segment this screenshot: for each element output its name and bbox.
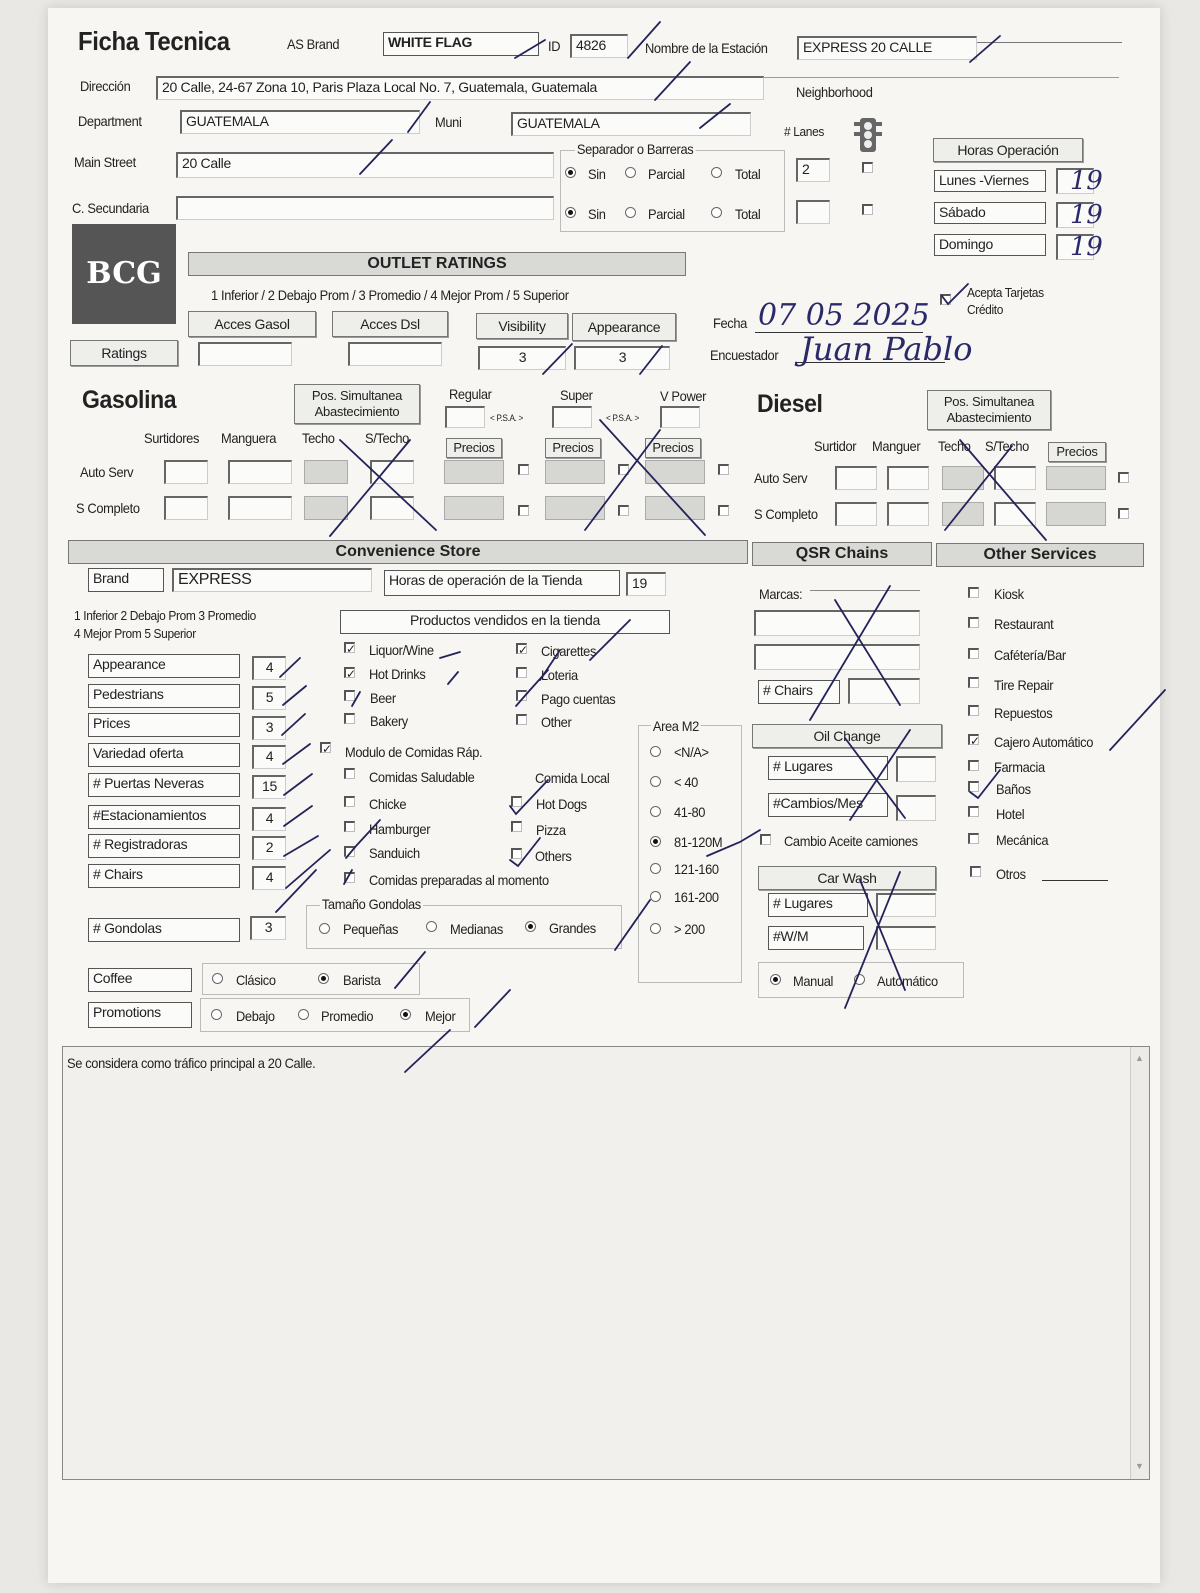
address-label: Dirección bbox=[80, 78, 131, 94]
metric-variedad-label: Variedad oferta bbox=[88, 743, 240, 767]
manual-radio[interactable] bbox=[770, 974, 781, 985]
marcas-line bbox=[810, 590, 920, 591]
gas-sc-stecho[interactable] bbox=[370, 496, 414, 520]
saludable-checkbox[interactable] bbox=[344, 768, 355, 779]
fecha-value: 07 05 2025 bbox=[758, 298, 930, 333]
gasolina-title: Gasolina bbox=[82, 386, 177, 414]
marcas-label: Marcas: bbox=[759, 586, 803, 602]
gas-auto-serv-label: Auto Serv bbox=[80, 464, 134, 480]
brand-field[interactable]: WHITE FLAG bbox=[383, 32, 539, 56]
metric-prices-label: Prices bbox=[88, 713, 240, 737]
diesel-pos-sim bbox=[927, 390, 1051, 430]
regular-precios-button[interactable]: Precios bbox=[446, 438, 502, 458]
oil-lugares-label: # Lugares bbox=[768, 756, 888, 780]
visibility-field[interactable]: 3 bbox=[478, 346, 566, 370]
sanduich-label: Sanduich bbox=[369, 845, 420, 861]
metric-pedestrians-label: Pedestrians bbox=[88, 684, 240, 708]
notes-text: Se considera como tráfico principal a 20 Calle. bbox=[67, 1055, 316, 1071]
area-41-80-label: 41-80 bbox=[674, 804, 706, 820]
stecho-label: S/Techo bbox=[365, 430, 409, 446]
ratings-label: Ratings bbox=[70, 340, 178, 366]
cards-checkbox[interactable] bbox=[940, 294, 951, 305]
regular-psa-field[interactable] bbox=[445, 406, 485, 428]
cajero-checkbox[interactable]: ✓ bbox=[970, 734, 981, 748]
diesel-techo-label: Techo bbox=[938, 438, 971, 454]
store-brand-field[interactable]: EXPRESS bbox=[172, 568, 372, 592]
vpower-label: V Power bbox=[660, 388, 707, 404]
restaurant-label: Restaurant bbox=[994, 616, 1054, 632]
acces-dsl-button[interactable]: Acces Dsl bbox=[332, 311, 448, 337]
weekday-label: Lunes -Viernes bbox=[934, 170, 1046, 192]
main-light-checkbox[interactable] bbox=[862, 162, 873, 173]
metric-neveras-value[interactable]: 15 bbox=[252, 775, 286, 799]
area-81-120-label: 81-120M bbox=[674, 834, 723, 850]
gas-as-super-check[interactable] bbox=[618, 464, 629, 475]
wash-lugares-field[interactable] bbox=[876, 893, 936, 917]
diesel-as-manguer[interactable] bbox=[887, 466, 929, 490]
gas-as-surtidores[interactable] bbox=[164, 460, 208, 484]
promotions-label: Promotions bbox=[88, 1002, 192, 1028]
diesel-manguer-label: Manguer bbox=[872, 438, 921, 454]
cambio-aceite-label: Cambio Aceite camiones bbox=[784, 833, 918, 849]
sec-sin-label: Sin bbox=[588, 206, 606, 222]
sunday-hours-field[interactable] bbox=[1056, 232, 1103, 262]
metric-registradoras-label: # Registradoras bbox=[88, 834, 240, 858]
sec-parcial-label: Parcial bbox=[648, 206, 685, 222]
gondolas-field[interactable]: 3 bbox=[250, 916, 286, 940]
main-total-label: Total bbox=[735, 166, 761, 182]
saludable-label: Comidas Saludable bbox=[369, 769, 475, 785]
main-total-radio[interactable] bbox=[711, 167, 722, 178]
surtidores-label: Surtidores bbox=[144, 430, 200, 446]
notes-textarea[interactable] bbox=[62, 1046, 1150, 1480]
diesel-pos-sim-line2: Abastecimiento bbox=[946, 410, 1032, 425]
area-81-120-radio[interactable] bbox=[650, 836, 661, 847]
muni-field[interactable]: GUATEMALA bbox=[511, 112, 751, 136]
diesel-sc-check[interactable] bbox=[1118, 508, 1129, 519]
diesel-s-completo-label: S Completo bbox=[754, 506, 818, 522]
hamburger-label: Hamburger bbox=[369, 821, 431, 837]
acces-gasol-button[interactable]: Acces Gasol bbox=[188, 311, 316, 337]
grandes-label: Grandes bbox=[549, 920, 596, 936]
medianas-label: Medianas bbox=[450, 921, 503, 937]
others-label: Others bbox=[535, 848, 572, 864]
weekday-hours-value: 19 bbox=[1070, 166, 1103, 196]
visibility-button[interactable]: Visibility bbox=[476, 313, 568, 339]
chicke-checkbox[interactable] bbox=[344, 796, 355, 807]
otros-label: Otros bbox=[996, 866, 1026, 882]
cafeteria-label: Cafétería/Bar bbox=[994, 647, 1066, 663]
marcas-field-2[interactable] bbox=[754, 644, 920, 670]
id-field[interactable]: 4826 bbox=[570, 34, 628, 58]
preparadas-checkbox[interactable] bbox=[344, 872, 355, 883]
metric-prices-value[interactable]: 3 bbox=[252, 716, 286, 740]
beer-checkbox[interactable] bbox=[344, 690, 355, 701]
convenience-store-header: Convenience Store bbox=[68, 540, 748, 564]
gas-sc-regular-check[interactable] bbox=[518, 505, 529, 516]
wash-wm-label: #W/M bbox=[768, 926, 864, 950]
gas-sc-manguera[interactable] bbox=[228, 496, 292, 520]
diesel-sc-surtidor[interactable] bbox=[835, 502, 877, 526]
notes-scrollbar[interactable] bbox=[1130, 1047, 1149, 1479]
fecha-label: Fecha bbox=[713, 315, 747, 331]
metric-pedestrians-value[interactable]: 5 bbox=[252, 686, 286, 710]
automatico-label: Automático bbox=[877, 973, 938, 989]
station-field[interactable]: EXPRESS 20 CALLE bbox=[797, 36, 977, 60]
loteria-checkbox[interactable] bbox=[516, 667, 527, 678]
clasico-label: Clásico bbox=[236, 972, 276, 988]
restaurant-checkbox[interactable] bbox=[968, 617, 979, 628]
manual-label: Manual bbox=[793, 973, 834, 989]
as-brand-label: AS Brand bbox=[287, 36, 340, 52]
main-street-field[interactable]: 20 Calle bbox=[176, 152, 554, 178]
mejor-radio[interactable] bbox=[400, 1009, 411, 1020]
appearance-field[interactable]: 3 bbox=[574, 346, 670, 370]
encuestador-value: Juan Pablo bbox=[800, 330, 973, 368]
mecanica-checkbox[interactable] bbox=[968, 833, 979, 844]
sec-light-checkbox[interactable] bbox=[862, 204, 873, 215]
vpower-precios-button[interactable]: Precios bbox=[645, 438, 701, 458]
metric-neveras-label: # Puertas Neveras bbox=[88, 773, 240, 797]
weekday-hours-field[interactable] bbox=[1056, 166, 1103, 196]
hotel-checkbox[interactable] bbox=[968, 806, 979, 817]
promedio-radio[interactable] bbox=[298, 1009, 309, 1020]
pequenas-radio[interactable] bbox=[319, 923, 330, 934]
neighborhood-label: Neighborhood bbox=[796, 84, 873, 100]
acces-dsl-field[interactable] bbox=[348, 342, 442, 366]
gas-s-completo-label: S Completo bbox=[76, 500, 140, 516]
main-lanes-field[interactable]: 2 bbox=[796, 158, 830, 182]
page-title: Ficha Tecnica bbox=[78, 26, 230, 56]
saturday-label: Sábado bbox=[934, 202, 1046, 224]
station-underline bbox=[977, 42, 1122, 43]
gas-as-vpower-check[interactable] bbox=[718, 464, 729, 475]
liquor-label: Liquor/Wine bbox=[369, 642, 434, 658]
gas-as-techo[interactable] bbox=[304, 460, 348, 484]
grandes-radio[interactable] bbox=[525, 921, 536, 932]
chicke-label: Chicke bbox=[369, 796, 407, 812]
oil-lugares-field[interactable] bbox=[896, 756, 936, 782]
preparadas-label: Comidas preparadas al momento bbox=[369, 872, 549, 888]
marcas-field-1[interactable] bbox=[754, 610, 920, 636]
area-161-200-label: 161-200 bbox=[674, 889, 719, 905]
metric-estacionamientos-label: #Estacionamientos bbox=[88, 805, 240, 829]
saturday-hours-value: 19 bbox=[1070, 200, 1103, 230]
diesel-precios-button[interactable]: Precios bbox=[1048, 442, 1106, 462]
gas-as-vpower-price[interactable] bbox=[645, 460, 705, 484]
hot-dogs-checkbox[interactable] bbox=[511, 796, 522, 807]
super-precios-button[interactable]: Precios bbox=[545, 438, 601, 458]
cigarettes-checkbox[interactable]: ✓ bbox=[518, 643, 529, 657]
bcg-logo: BCG bbox=[72, 224, 176, 324]
scroll-up-icon[interactable]: ▲ bbox=[1135, 1053, 1144, 1063]
area-na-label: <N/A> bbox=[674, 744, 709, 760]
oil-cambios-field[interactable] bbox=[896, 795, 936, 821]
id-label: ID bbox=[548, 38, 561, 54]
pizza-checkbox[interactable] bbox=[511, 821, 522, 832]
lanes-label: # Lanes bbox=[784, 124, 824, 139]
hamburger-checkbox[interactable] bbox=[344, 821, 355, 832]
gas-as-regular-check[interactable] bbox=[518, 464, 529, 475]
station-label: Nombre de la Estación bbox=[645, 40, 768, 56]
pizza-label: Pizza bbox=[536, 822, 566, 838]
modulo-label: Modulo de Comidas Ráp. bbox=[345, 744, 483, 760]
comida-local-label: Comida Local bbox=[535, 770, 610, 786]
mecanica-label: Mecánica bbox=[996, 832, 1049, 848]
others-checkbox[interactable] bbox=[511, 848, 522, 859]
coffee-group bbox=[202, 963, 420, 995]
gas-sc-vpower-price[interactable] bbox=[645, 496, 705, 520]
gondolas-label: # Gondolas bbox=[88, 918, 240, 942]
cafeteria-checkbox[interactable] bbox=[968, 648, 979, 659]
qsr-chairs-field[interactable] bbox=[848, 678, 920, 704]
coffee-label: Coffee bbox=[88, 968, 192, 992]
sec-total-radio[interactable] bbox=[711, 207, 722, 218]
appearance-button[interactable]: Appearance bbox=[572, 313, 676, 341]
barista-label: Barista bbox=[343, 972, 381, 988]
metric-appearance-label: Appearance bbox=[88, 654, 240, 678]
debajo-radio[interactable] bbox=[211, 1009, 222, 1020]
super-label: Super bbox=[560, 387, 593, 403]
gas-as-super-price[interactable] bbox=[545, 460, 605, 484]
area-121-160-label: 121-160 bbox=[674, 861, 719, 877]
liquor-checkbox[interactable]: ✓ bbox=[346, 642, 357, 656]
gasolina-pos-sim bbox=[294, 384, 420, 424]
main-parcial-label: Parcial bbox=[648, 166, 685, 182]
secondary-street-label: C. Secundaria bbox=[72, 200, 149, 216]
gas-as-stecho[interactable] bbox=[370, 460, 414, 484]
store-hours-field[interactable]: 19 bbox=[626, 572, 666, 596]
qsr-chairs-label: # Chairs bbox=[758, 680, 840, 704]
gas-as-regular-price[interactable] bbox=[444, 460, 504, 484]
loteria-label: Loteria bbox=[541, 667, 578, 683]
hotel-label: Hotel bbox=[996, 806, 1025, 822]
metric-appearance-value[interactable]: 4 bbox=[252, 656, 286, 680]
main-street-label: Main Street bbox=[74, 154, 136, 170]
banos-checkbox[interactable] bbox=[968, 781, 979, 792]
gas-sc-techo[interactable] bbox=[304, 496, 348, 520]
sec-sin-radio[interactable] bbox=[565, 207, 576, 218]
hot-drinks-checkbox[interactable]: ✓ bbox=[346, 667, 357, 681]
area-lt40-label: < 40 bbox=[674, 774, 698, 790]
diesel-as-price[interactable] bbox=[1046, 466, 1106, 490]
metric-chairs-label: # Chairs bbox=[88, 864, 240, 888]
metric-registradoras-value[interactable]: 2 bbox=[252, 836, 286, 860]
sec-parcial-radio[interactable] bbox=[625, 207, 636, 218]
gas-sc-super-check[interactable] bbox=[618, 505, 629, 516]
store-scale-2: 4 Mejor Prom 5 Superior bbox=[74, 626, 196, 641]
area-161-200-radio[interactable] bbox=[650, 891, 661, 902]
area-title: Area M2 bbox=[652, 718, 699, 734]
gondola-size-label: Tamaño Gondolas bbox=[321, 896, 421, 912]
gas-sc-super-price[interactable] bbox=[545, 496, 605, 520]
separator-label: Separador o Barreras bbox=[576, 141, 694, 157]
encuestador-label: Encuestador bbox=[710, 347, 779, 363]
scroll-down-icon[interactable]: ▼ bbox=[1135, 1461, 1144, 1471]
repuestos-label: Repuestos bbox=[994, 705, 1053, 721]
outlet-ratings-header: OUTLET RATINGS bbox=[188, 252, 686, 276]
banos-label: Baños bbox=[996, 781, 1031, 797]
store-scale-1: 1 Inferior 2 Debajo Prom 3 Promedio bbox=[74, 608, 256, 623]
gas-sc-surtidores[interactable] bbox=[164, 496, 208, 520]
gasolina-pos-sim-line2: Abastecimiento bbox=[314, 404, 400, 419]
hours-title: Horas Operación bbox=[933, 138, 1083, 162]
medianas-radio[interactable] bbox=[426, 921, 437, 932]
area-gt200-label: > 200 bbox=[674, 921, 705, 937]
department-field[interactable]: GUATEMALA bbox=[180, 110, 420, 134]
main-sin-radio[interactable] bbox=[565, 167, 576, 178]
clasico-radio[interactable] bbox=[212, 973, 223, 984]
bakery-checkbox[interactable] bbox=[344, 713, 355, 724]
ratings-scale: 1 Inferior / 2 Debajo Prom / 3 Promedio / 4 Mejor Prom / 5 Superior bbox=[211, 287, 569, 303]
otros-line bbox=[1042, 880, 1108, 881]
address-underline bbox=[764, 77, 1119, 78]
debajo-label: Debajo bbox=[236, 1008, 275, 1024]
beer-label: Beer bbox=[370, 690, 396, 706]
cambio-aceite-checkbox[interactable] bbox=[760, 834, 771, 845]
kiosk-checkbox[interactable] bbox=[968, 587, 979, 598]
gas-sc-vpower-check[interactable] bbox=[718, 505, 729, 516]
cards-label: Acepta Tarjetas bbox=[967, 285, 1044, 300]
barista-radio[interactable] bbox=[318, 973, 329, 984]
area-121-160-radio[interactable] bbox=[650, 863, 661, 874]
main-sin-label: Sin bbox=[588, 166, 606, 182]
diesel-title: Diesel bbox=[757, 390, 823, 418]
other-checkbox[interactable] bbox=[516, 714, 527, 725]
area-41-80-radio[interactable] bbox=[650, 806, 661, 817]
other-services-header: Other Services bbox=[936, 543, 1144, 567]
mejor-label: Mejor bbox=[425, 1008, 456, 1024]
area-na-radio[interactable] bbox=[650, 746, 661, 757]
metric-chairs-value[interactable]: 4 bbox=[252, 866, 286, 890]
gas-as-manguera[interactable] bbox=[228, 460, 292, 484]
store-brand-label: Brand bbox=[88, 568, 164, 592]
sec-lanes-field[interactable] bbox=[796, 200, 830, 224]
techo-label: Techo bbox=[302, 430, 335, 446]
bakery-label: Bakery bbox=[370, 713, 408, 729]
saturday-hours-field[interactable] bbox=[1056, 200, 1103, 230]
oil-change-header: Oil Change bbox=[752, 724, 942, 748]
metric-estacionamientos-value[interactable]: 4 bbox=[252, 807, 286, 831]
manguera-label: Manguera bbox=[221, 430, 277, 446]
area-group bbox=[638, 725, 742, 983]
regular-psa-label: < P.S.A. > bbox=[490, 413, 524, 423]
repuestos-checkbox[interactable] bbox=[968, 705, 979, 716]
diesel-as-surtidor[interactable] bbox=[835, 466, 877, 490]
products-title: Productos vendidos en la tienda bbox=[340, 610, 670, 634]
diesel-auto-serv-label: Auto Serv bbox=[754, 470, 808, 486]
pago-checkbox[interactable] bbox=[516, 690, 527, 701]
gas-sc-regular-price[interactable] bbox=[444, 496, 504, 520]
other-label: Other bbox=[541, 714, 572, 730]
store-hours-label: Horas de operación de la Tienda bbox=[384, 570, 620, 596]
modulo-checkbox[interactable]: ✓ bbox=[322, 742, 333, 756]
department-label: Department bbox=[78, 113, 142, 129]
diesel-as-techo[interactable] bbox=[942, 466, 984, 490]
diesel-sc-manguer[interactable] bbox=[887, 502, 929, 526]
diesel-sc-techo[interactable] bbox=[942, 502, 984, 526]
wash-wm-field[interactable] bbox=[876, 926, 936, 950]
super-psa-label: < P.S.A. > bbox=[606, 413, 640, 423]
kiosk-label: Kiosk bbox=[994, 586, 1024, 602]
muni-label: Muni bbox=[435, 114, 462, 130]
traffic-light-icon bbox=[852, 116, 884, 156]
farmacia-label: Farmacia bbox=[994, 759, 1045, 775]
car-wash-header: Car Wash bbox=[758, 866, 936, 890]
tire-repair-label: Tire Repair bbox=[994, 677, 1054, 693]
diesel-as-check[interactable] bbox=[1118, 472, 1129, 483]
vpower-psa-field[interactable] bbox=[660, 406, 700, 428]
diesel-surtidor-label: Surtidor bbox=[814, 438, 857, 454]
tire-repair-checkbox[interactable] bbox=[968, 677, 979, 688]
hot-drinks-label: Hot Drinks bbox=[369, 666, 426, 682]
main-parcial-radio[interactable] bbox=[625, 167, 636, 178]
sec-total-label: Total bbox=[735, 206, 761, 222]
diesel-sc-stecho[interactable] bbox=[994, 502, 1036, 526]
regular-label: Regular bbox=[449, 386, 492, 402]
area-lt40-radio[interactable] bbox=[650, 776, 661, 787]
diesel-stecho-label: S/Techo bbox=[985, 438, 1029, 454]
area-gt200-radio[interactable] bbox=[650, 923, 661, 934]
automatico-radio[interactable] bbox=[854, 974, 865, 985]
diesel-sc-price[interactable] bbox=[1046, 502, 1106, 526]
address-field[interactable]: 20 Calle, 24-67 Zona 10, Paris Plaza Local No. 7, Guatemala, Guatemala bbox=[156, 76, 764, 100]
secondary-street-field[interactable] bbox=[176, 196, 554, 220]
acces-gasol-field[interactable] bbox=[198, 342, 292, 366]
cards-label-2: Crédito bbox=[967, 302, 1003, 317]
farmacia-checkbox[interactable] bbox=[968, 760, 979, 771]
promedio-label: Promedio bbox=[321, 1008, 374, 1024]
pequenas-label: Pequeñas bbox=[343, 921, 399, 937]
cajero-label: Cajero Automático bbox=[994, 734, 1093, 750]
qsr-chains-header: QSR Chains bbox=[752, 542, 932, 566]
pago-label: Pago cuentas bbox=[541, 691, 616, 707]
metric-variedad-value[interactable]: 4 bbox=[252, 745, 286, 769]
hot-dogs-label: Hot Dogs bbox=[536, 796, 587, 812]
super-psa-field[interactable] bbox=[552, 406, 592, 428]
diesel-as-stecho[interactable] bbox=[994, 466, 1036, 490]
gasolina-pos-sim-line1: Pos. Simultanea bbox=[311, 388, 403, 403]
sunday-hours-value: 19 bbox=[1070, 232, 1103, 262]
sanduich-checkbox[interactable] bbox=[344, 846, 355, 857]
oil-cambios-label: #Cambios/Mes bbox=[768, 793, 888, 817]
diesel-pos-sim-line1: Pos. Simultanea bbox=[943, 394, 1035, 409]
otros-checkbox[interactable] bbox=[970, 866, 981, 877]
wash-lugares-label: # Lugares bbox=[768, 893, 868, 917]
cigarettes-label: Cigarettes bbox=[541, 643, 597, 659]
sunday-label: Domingo bbox=[934, 234, 1046, 256]
